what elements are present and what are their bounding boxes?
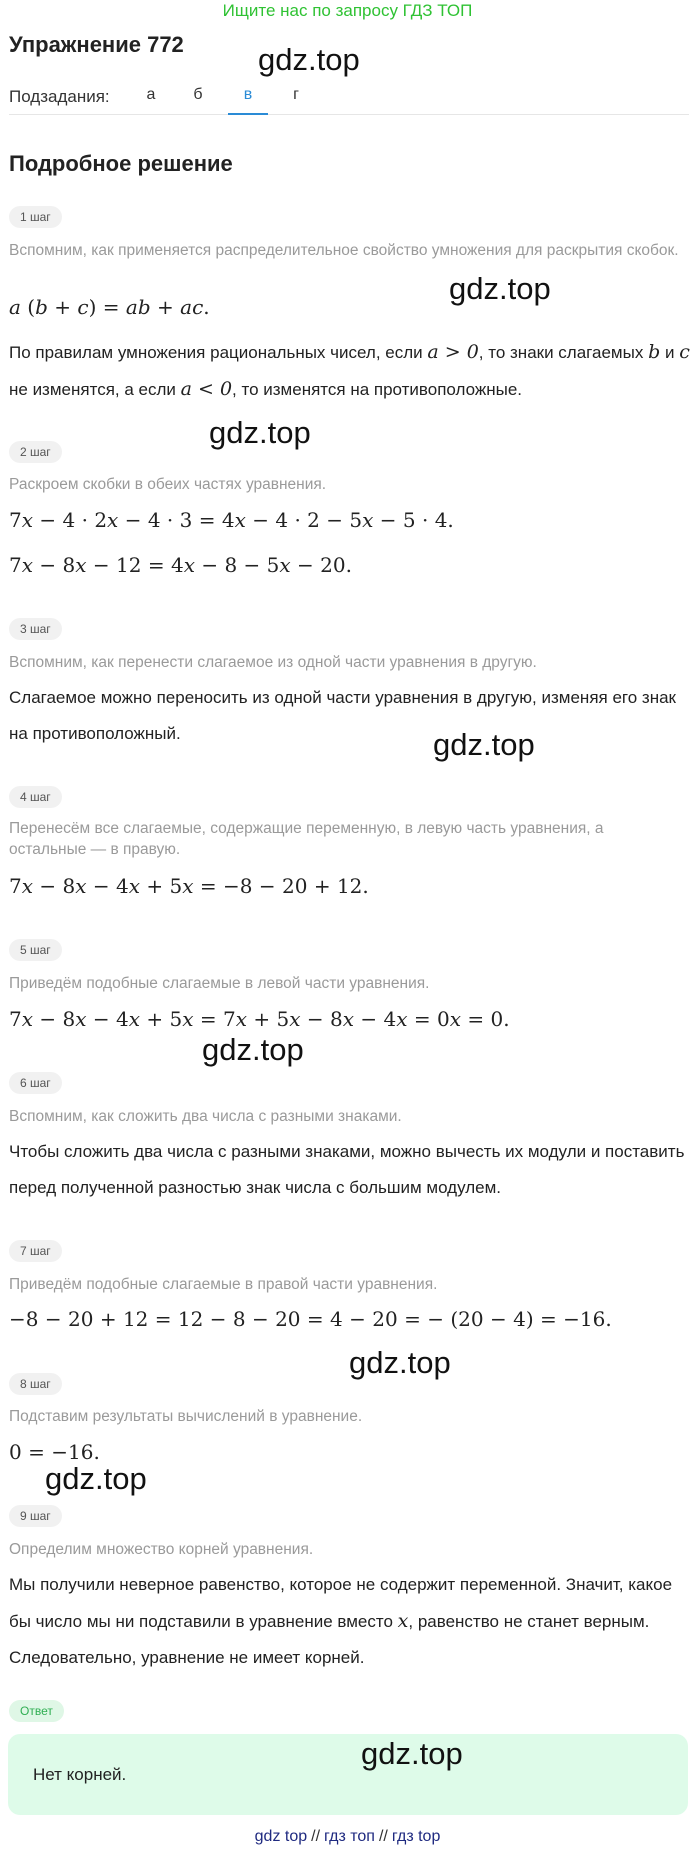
footer-link-1[interactable]: gdz top: [254, 1828, 308, 1845]
step-formula-4: 7x − 8x − 4x + 5x = −8 − 20 + 12.: [9, 874, 369, 898]
step-badge-5: 5 шаг: [9, 939, 62, 961]
watermark: gdz.top: [202, 1032, 304, 1067]
step-text-1-part-a: По правилам умножения рациональных чисел, если: [9, 343, 423, 362]
section-title: Подробное решение: [9, 151, 233, 176]
subtask-tab-b[interactable]: б: [193, 86, 203, 103]
footer-separator: //: [311, 1828, 321, 1845]
step-formula-2a: 7x − 4 · 2x − 4 · 3 = 4x − 4 · 2 − 5x − 5 · 4.: [9, 508, 454, 532]
inline-var-b: b: [648, 341, 661, 363]
answer-badge: Ответ: [9, 1700, 64, 1722]
answer-text: Нет корней.: [33, 1765, 127, 1784]
watermark: gdz.top: [258, 42, 360, 77]
watermark: gdz.top: [361, 1736, 463, 1771]
step-badge-2: 2 шаг: [9, 441, 62, 463]
step-text-9: [9, 1567, 691, 1676]
footer-separator: //: [378, 1828, 388, 1845]
step-text-1-part-c: и: [664, 343, 675, 362]
step-text-1-part-b: , то знаки слагаемых: [478, 343, 644, 362]
watermark: gdz.top: [45, 1461, 147, 1496]
footer-link-2[interactable]: гдз топ: [324, 1828, 375, 1845]
inline-math-a-negative: a < 0: [180, 378, 233, 400]
step-hint-9: Определим множество корней уравнения.: [9, 1541, 314, 1558]
search-banner: Ищите нас по запросу ГДЗ ТОП: [222, 1, 473, 20]
subtask-tab-a[interactable]: а: [146, 86, 156, 103]
subtask-tab-g[interactable]: г: [293, 86, 299, 103]
inline-var-x: x: [397, 1610, 409, 1632]
inline-math-a-positive: a > 0: [427, 341, 479, 363]
step-text-1-part-d: не изменятся, а если: [9, 380, 176, 399]
inline-var-c: c: [679, 341, 690, 363]
step-formula-7: −8 − 20 + 12 = 12 − 8 − 20 = 4 − 20 = − (20 − 4) = −16.: [9, 1307, 612, 1331]
step-hint-6: Вспомним, как сложить два числа с разными знаками.: [9, 1108, 402, 1125]
step-badge-1: 1 шаг: [9, 206, 62, 228]
watermark: gdz.top: [349, 1345, 451, 1380]
step-hint-8: Подставим результаты вычислений в уравнение.: [9, 1408, 363, 1425]
step-text-1-part-e: , то изменятся на противоположные.: [232, 380, 523, 399]
step-badge-7: 7 шаг: [9, 1240, 62, 1262]
watermark: gdz.top: [449, 271, 551, 306]
step-hint-2: Раскроем скобки в обеих частях уравнения.: [9, 476, 327, 493]
step-text-9-part-b: , равенство не станет верным. Следовательно, уравнение не имеет корней.: [9, 1612, 650, 1667]
footer-link-3[interactable]: гдз top: [391, 1828, 441, 1845]
step-badge-6: 6 шаг: [9, 1072, 62, 1094]
step-hint-1: Вспомним, как применяется распределительное свойство умножения для раскрытия скобок.: [9, 242, 679, 259]
watermark: gdz.top: [433, 727, 535, 762]
step-hint-3: Вспомним, как перенести слагаемое из одной части уравнения в другую.: [9, 654, 537, 671]
step-hint-7: Приведём подобные слагаемые в правой части уравнения.: [9, 1276, 438, 1293]
step-formula-8: 0 = −16.: [9, 1440, 100, 1464]
active-tab-indicator: [228, 113, 268, 115]
step-formula-5: 7x − 8x − 4x + 5x = 7x + 5x − 8x − 4x = 0x = 0.: [9, 1007, 510, 1031]
page-title: Упражнение 772: [9, 32, 184, 57]
subtasks-label: Подзадания:: [9, 87, 110, 106]
step-hint-5: Приведём подобные слагаемые в левой части уравнения.: [9, 975, 430, 992]
step-badge-9: 9 шаг: [9, 1505, 62, 1527]
step-formula-2b: 7x − 8x − 12 = 4x − 8 − 5x − 20.: [9, 553, 352, 577]
step-badge-4: 4 шаг: [9, 786, 62, 808]
step-badge-3: 3 шаг: [9, 618, 62, 640]
step-formula-1: a (b + c) = ab + ac.: [9, 295, 210, 319]
tabs-divider: [9, 114, 689, 115]
step-text-1: [9, 334, 691, 408]
subtask-tab-v[interactable]: в: [243, 86, 253, 103]
step-text-9-part-a: Мы получили неверное равенство, которое не содержит переменной. Значит, какое бы число мы ни подставили в уравнение вместо: [9, 1575, 673, 1631]
step-text-6: Чтобы сложить два числа с разными знаками, можно вычесть их модули и поставить перед полученной разностью знак числа с большим модулем.: [9, 1142, 685, 1197]
step-hint-4: Перенесём все слагаемые, содержащие переменную, в левую часть уравнения, а остальные — в правую.: [9, 820, 604, 858]
step-text-3: Слагаемое можно переносить из одной части уравнения в другую, изменяя его знак на противоположный.: [9, 688, 676, 743]
footer-links: [0, 1828, 695, 1846]
watermark: gdz.top: [209, 415, 311, 450]
step-badge-8: 8 шаг: [9, 1373, 62, 1395]
